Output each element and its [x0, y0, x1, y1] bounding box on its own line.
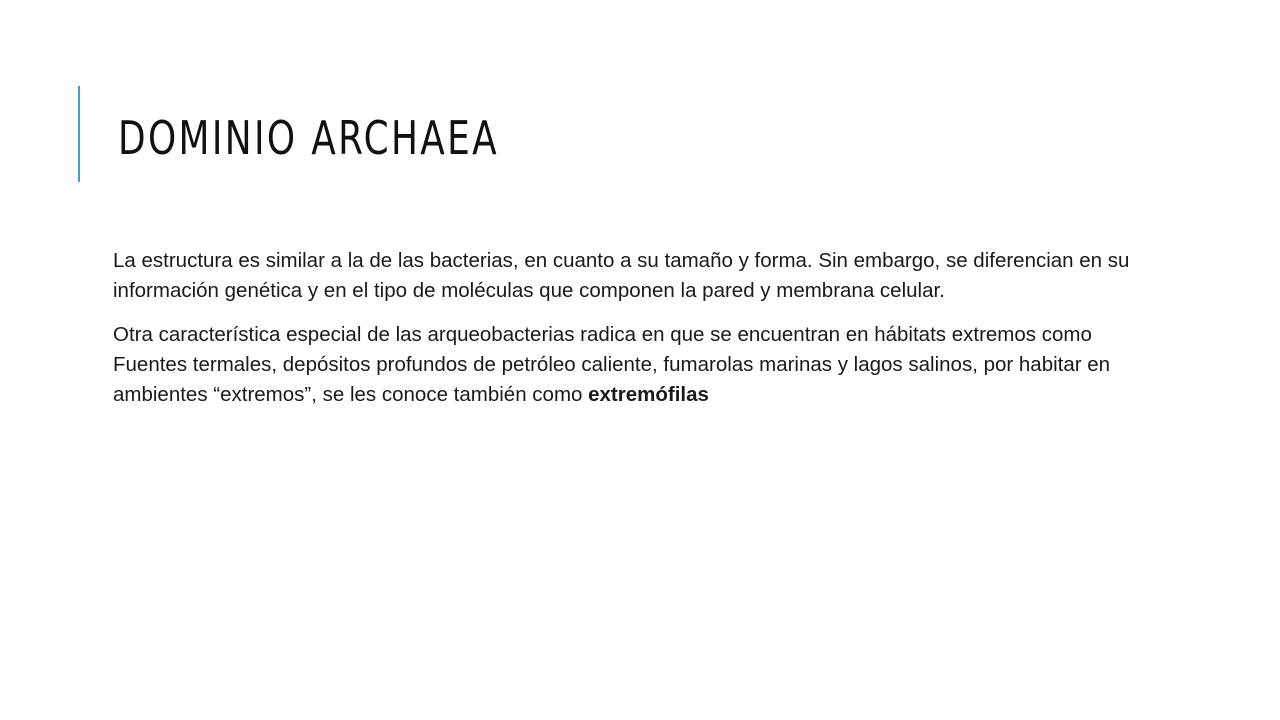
paragraph-2 [113, 320, 1133, 410]
title-accent-bar [78, 86, 80, 182]
paragraph-1 [113, 246, 1133, 306]
paragraph-1-text: La estructura es similar a la de las bacterias, en cuanto a su tamaño y forma. Sin embargo, se diferencian en su información genética y en el tipo de moléculas que componen la pared y membrana celular. [113, 249, 1130, 302]
paragraph-2-text: Otra característica especial de las arqueobacterias radica en que se encuentran en hábitats extremos como Fuentes termales, depósitos profundos de petróleo caliente, fumarolas marinas y lagos salinos, por habitar en ambientes “extremos”, se les conoce también como [113, 323, 1111, 406]
paragraph-2-bold-term: extremófilas [588, 383, 709, 406]
slide-title: DOMINIO ARCHAEA [118, 111, 500, 165]
slide-body [113, 246, 1133, 424]
